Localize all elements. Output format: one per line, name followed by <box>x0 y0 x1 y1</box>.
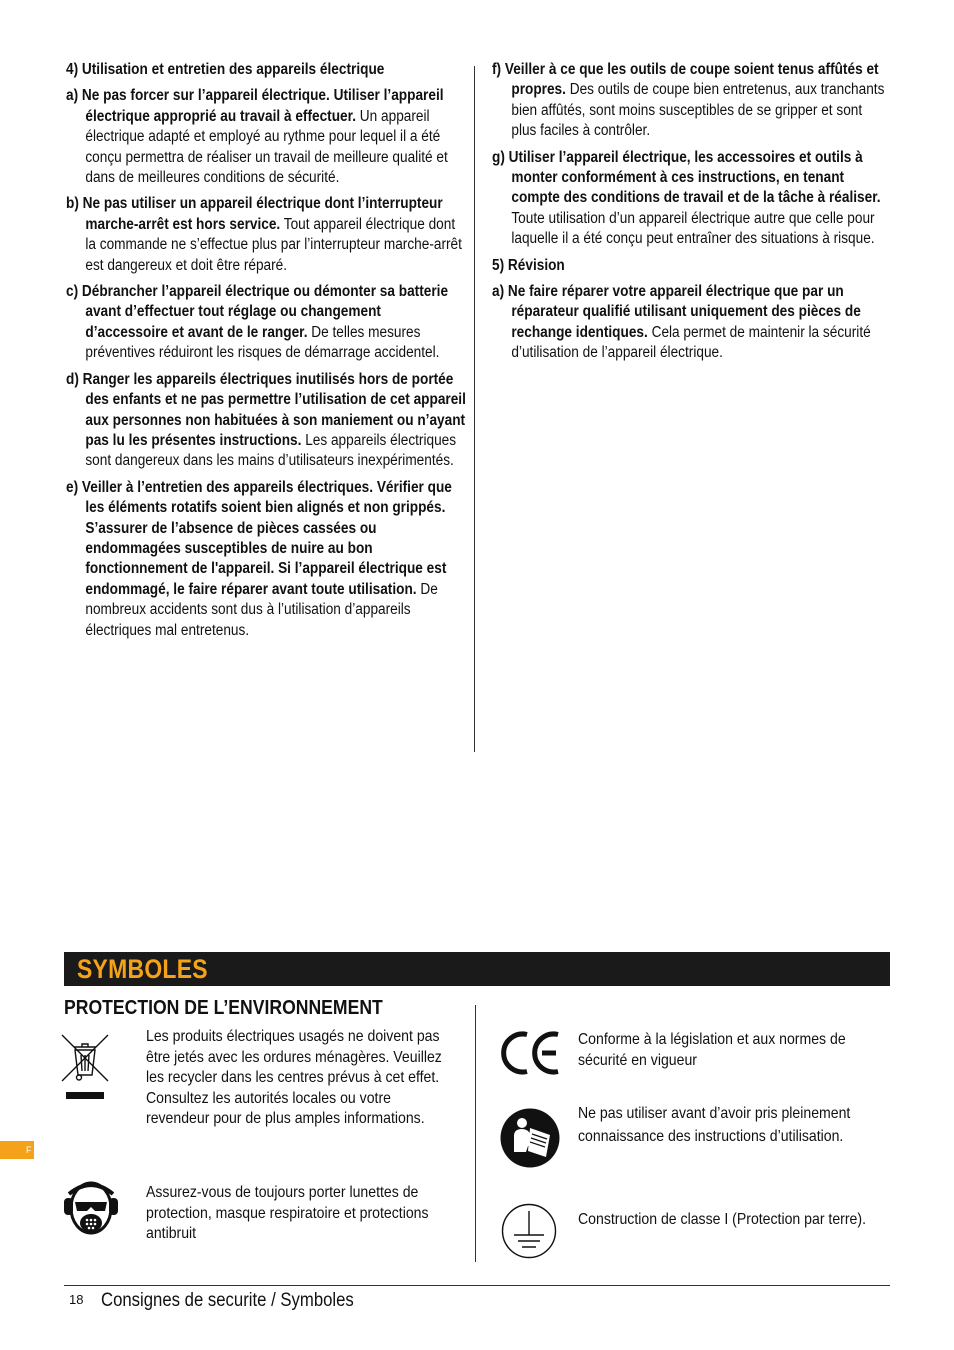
rule-item <box>66 282 466 364</box>
rule-item <box>492 60 890 142</box>
read-manual-icon <box>500 1108 560 1173</box>
rule-text: Les appareils électriques sont dangereux dans les mains d’utilisateurs inexpérimentés. <box>85 431 457 470</box>
language-tab: F <box>0 1141 34 1159</box>
rule-item <box>66 370 466 472</box>
rule-item <box>66 86 466 188</box>
rule-heading: d) Ranger les appareils électriques inutilisés hors de portée des enfants et ne pas permettre l’utilisation de cet appareil aux personnes non habituées à son maniement ou n’ayant pas lu les présentes instructions. <box>66 370 466 449</box>
crossed-out-wheelie-bin-icon <box>60 1033 110 1108</box>
rule-text: De nombreux accidents sont dus à l’utilisation d’appareils électriques mal entretenus. <box>85 580 438 639</box>
rule-item <box>66 478 466 641</box>
left-column <box>66 60 466 647</box>
column-divider <box>474 66 475 752</box>
right-column <box>492 60 890 370</box>
rule-text: Des outils de coupe bien entretenus, aux tranchants bien affûtés, sont moins susceptibles de se gripper et sont plus faciles à contrôler. <box>511 81 885 140</box>
section-title-usage: 4) Utilisation et entretien des appareils électrique <box>66 61 385 78</box>
footer-rule <box>64 1285 890 1286</box>
class1-text: Construction de classe I (Protection par terre). <box>578 1211 866 1228</box>
rule-heading: a) Ne faire réparer votre appareil électrique que par un réparateur qualifié utilisant uniquement des pièces de rechange identiques. <box>492 283 861 341</box>
page-number: 18 <box>69 1292 84 1307</box>
rule-item <box>492 148 890 250</box>
rule-item <box>66 194 466 276</box>
rule-text: Tout appareil électrique dont la commande ne s’effectue plus par l’interrupteur marche-arrêt est dangereux et doit être réparé. <box>85 215 462 274</box>
rule-item <box>492 282 890 364</box>
rule-text: Cela permet de maintenir la sécurité d’utilisation de l’appareil électrique. <box>511 323 871 362</box>
ce-text: Conforme à la législation et aux normes de sécurité en vigueur <box>578 1031 846 1069</box>
earth-ground-icon <box>501 1203 557 1264</box>
symbols-divider <box>475 1005 476 1262</box>
recycling-text: Les produits électriques usagés ne doivent pas être jetés avec les ordures ménagères. Veuillez les recycler dans les centres prévus à cet effet. Consultez les autorités locales ou votre revendeur pour de plus amples informations. <box>146 1028 442 1128</box>
environment-title: PROTECTION DE L’ENVIRONNEMENT <box>64 997 383 1019</box>
rule-heading: b) Ne pas utiliser un appareil électrique dont l’interrupteur marche-arrêt est hors service. <box>66 195 443 233</box>
rule-heading: g) Utiliser l’appareil électrique, les accessoires et outils à monter conformément à ces instructions, en tenant compte des conditions de travail et de la tâche à réaliser. <box>492 148 881 207</box>
rule-heading: a) Ne pas forcer sur l’appareil électrique. Utiliser l’appareil électrique approprié au travail à effectuer. <box>66 87 444 125</box>
rule-text: Un appareil électrique adapté et employé au rythme pour lequel il a été conçu permettra de réaliser un travail de meilleure qualité et dans de meilleures conditions de sécurité. <box>85 107 448 187</box>
ce-mark-icon <box>500 1030 562 1081</box>
rule-text: De telles mesures préventives réduiront les risques de démarrage accidentel. <box>85 323 440 362</box>
ppe-head-icon <box>63 1180 119 1247</box>
footer-title: Consignes de securite / Symboles <box>101 1290 354 1311</box>
rule-heading: c) Débrancher l’appareil électrique ou démonter sa batterie avant d’effectuer tout réglage ou changement d’accessoire et avant de le ranger. <box>66 283 449 341</box>
rule-heading: e) Veiller à l’entretien des appareils électriques. Vérifier que les éléments rotatifs soient bien alignés et non grippés. S’assurer de l’absence de pièces cassées ou endommagées susceptibles de nuire au bon fonctionnement de l'appareil. Si l’appareil électrique est endommagé, le faire réparer avant toute utilisation. <box>66 478 452 598</box>
ppe-text: Assurez-vous de toujours porter lunettes de protection, masque respiratoire et protections antibruit <box>146 1184 429 1243</box>
manual-text: Ne pas utiliser avant d’avoir pris pleinement connaissance des instructions d’utilisation. <box>578 1105 851 1145</box>
symbols-banner <box>64 952 890 986</box>
rule-heading: f) Veiller à ce que les outils de coupe soient tenus affûtés et propres. <box>492 61 879 99</box>
section-title-revision: 5) Révision <box>492 256 565 274</box>
rule-text: Toute utilisation d’un appareil électrique autre que celle pour laquelle il a été conçu peut entraîner des situations à risque. <box>511 209 875 248</box>
symbols-banner-title: SYMBOLES <box>77 954 208 984</box>
